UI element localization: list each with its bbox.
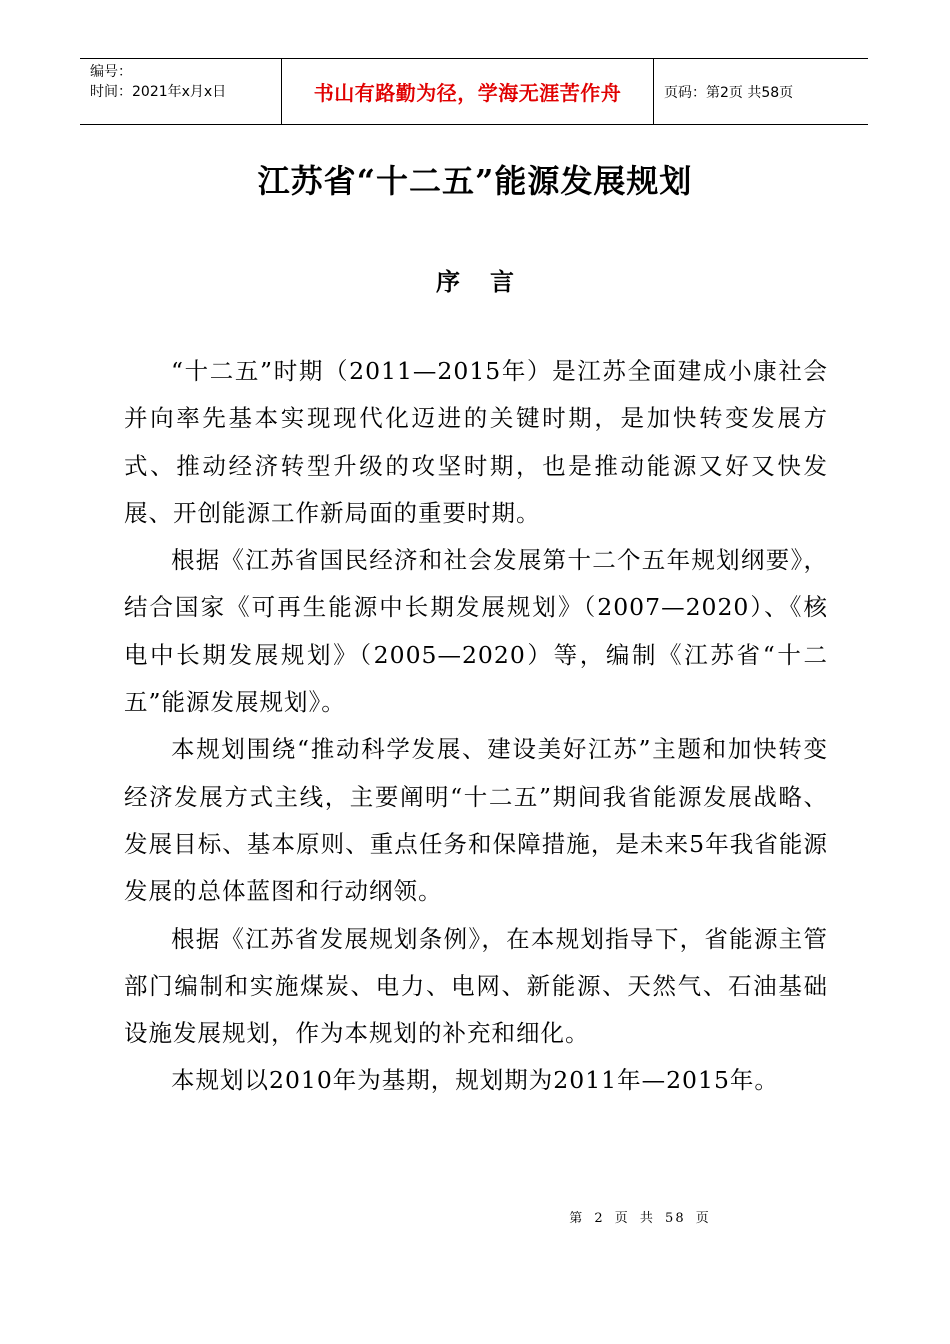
paragraph: 根据《江苏省发展规划条例》，在本规划指导下，省能源主管部门编制和实施煤炭、电力、电网、新能源、天然气、石油基础设施发展规划，作为本规划的补充和细化。 — [124, 924, 828, 1048]
header-table — [80, 58, 868, 125]
page-info-text: 页码：第2页 共58页 — [664, 84, 794, 101]
paragraph: “十二五”时期（2011—2015年）是江苏全面建成小康社会并向率先基本实现现代化迈进的关键时期，是加快转变发展方式、推动经济转型升级的攻坚时期，也是推动能源又好又快发展、开创能源工作新局面的重要时期。 — [124, 357, 828, 527]
document-title: 江苏省“十二五”能源发展规划 — [257, 162, 693, 200]
paragraph: 根据《江苏省国民经济和社会发展第十二个五年规划纲要》，结合国家《可再生能源中长期发展规划》（2007—2020）、《核电中长期发展规划》（2005—2020）等，编制《江苏省“十二五”能源发展规划》。 — [124, 546, 828, 717]
header-meta — [80, 59, 281, 124]
paragraph: 本规划以2010年为基期，规划期为2011年—2015年。 — [171, 1066, 779, 1095]
body-text — [124, 348, 828, 1105]
header-page-info — [654, 59, 868, 124]
number-label: 编号： — [90, 64, 132, 80]
header-motto — [281, 59, 654, 124]
section-title: 序言 — [436, 268, 544, 296]
paragraph: 本规划围绕“推动科学发展、建设美好江苏”主题和加快转变经济发展方式主线，主要阐明“十二五”期间我省能源发展战略、发展目标、基本原则、重点任务和保障措施，是未来5年我省能源发展的总体蓝图和行动纲领。 — [124, 735, 828, 906]
motto-text: 书山有路勤为径，学海无涯苦作舟 — [313, 81, 622, 105]
time-label: 时间：2021年x月x日 — [90, 84, 227, 100]
page-footer: 第 2 页 共 58 页 — [569, 1211, 711, 1226]
